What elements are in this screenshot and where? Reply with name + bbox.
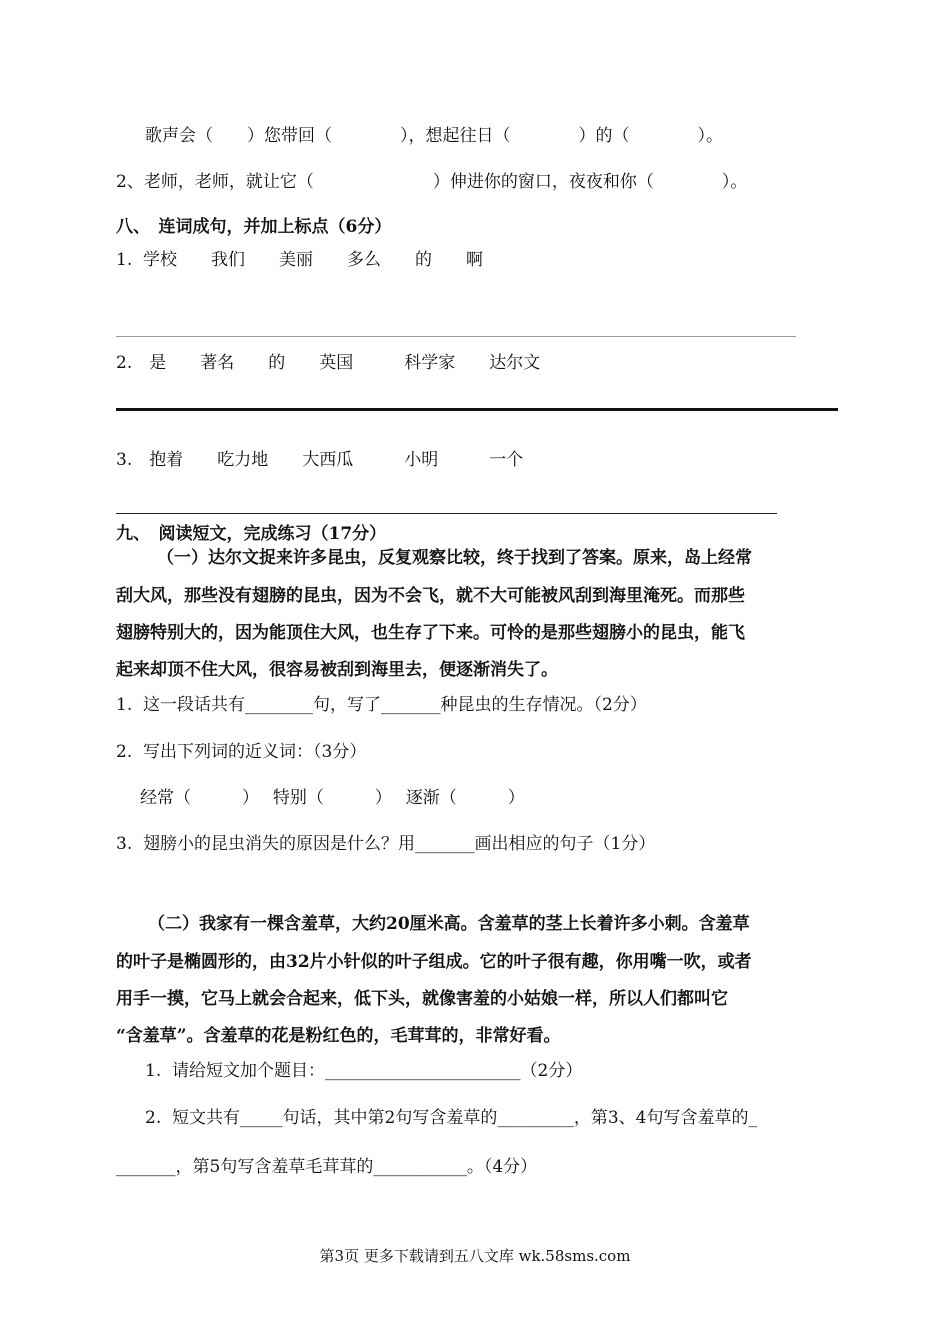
passage-2-line: 的叶子是椭圆形的，由32片小针似的叶子组成。它的叶子很有趣，你用嘴一吹，或者 <box>116 952 752 972</box>
answer-line-2 <box>116 408 838 411</box>
passage-2-line: 用手一摸，它马上就会合起来，低下头，就像害羞的小姑娘一样，所以人们都叫它 <box>116 989 728 1009</box>
teacher-line: 2、老师，老师，就让它（ ）伸进你的窗口，夜夜和你（ ）。 <box>116 172 748 192</box>
question-2-2-cont: _______，第5句写含羞草毛茸茸的___________。（4分） <box>116 1157 538 1177</box>
question-1-3: 3. 翅膀小的昆虫消失的原因是什么？用_______画出相应的句子（1分） <box>116 834 656 854</box>
passage-2-line: “含羞草”。含羞草的花是粉红色的，毛茸茸的，非常好看。 <box>116 1026 561 1046</box>
page-footer: 第3页 更多下载请到五八文库 wk.58sms.com <box>319 1247 631 1265</box>
question-1-1: 1. 这一段话共有________句，写了_______种昆虫的生存情况。（2分） <box>116 695 647 715</box>
section-8-item-1: 1. 学校 我们 美丽 多么 的 啊 <box>116 250 484 270</box>
song-line: 歌声会（ ）您带回（ ），想起往日（ ）的（ ）。 <box>145 126 723 146</box>
section-9-heading: 九、 阅读短文，完成练习（17分） <box>116 524 387 544</box>
passage-1-line: 起来却顶不住大风，很容易被刮到海里去，便逐渐消失了。 <box>116 660 558 680</box>
answer-line-3 <box>116 513 777 514</box>
question-1-2: 2. 写出下列词的近义词：（3分） <box>116 742 367 762</box>
section-8-item-2: 2. 是 著名 的 英国 科学家 达尔文 <box>116 353 541 373</box>
passage-2-line: （二）我家有一棵含羞草，大约20厘米高。含羞草的茎上长着许多小刺。含羞草 <box>148 914 750 934</box>
question-1-2-words: 经常（ ） 特别（ ） 逐渐（ ） <box>140 788 525 808</box>
section-8-heading: 八、 连词成句，并加上标点（6分） <box>116 217 392 237</box>
passage-1-line: （一）达尔文捉来许多昆虫，反复观察比较，终于找到了答案。原来，岛上经常 <box>157 548 752 568</box>
passage-1-line: 刮大风，那些没有翅膀的昆虫，因为不会飞，就不大可能被风刮到海里淹死。而那些 <box>116 586 745 606</box>
question-2-2: 2. 短文共有_____句话，其中第2句写含羞草的_________，第3、4句写含羞草的_ <box>145 1108 757 1128</box>
passage-1-line: 翅膀特别大的，因为能顶住大风，也生存了下来。可怜的是那些翅膀小的昆虫，能飞 <box>116 623 745 643</box>
answer-line-1 <box>116 336 796 337</box>
question-2-1: 1. 请给短文加个题目：_______________________（2分） <box>145 1061 583 1081</box>
section-8-item-3: 3. 抱着 吃力地 大西瓜 小明 一个 <box>116 450 524 470</box>
